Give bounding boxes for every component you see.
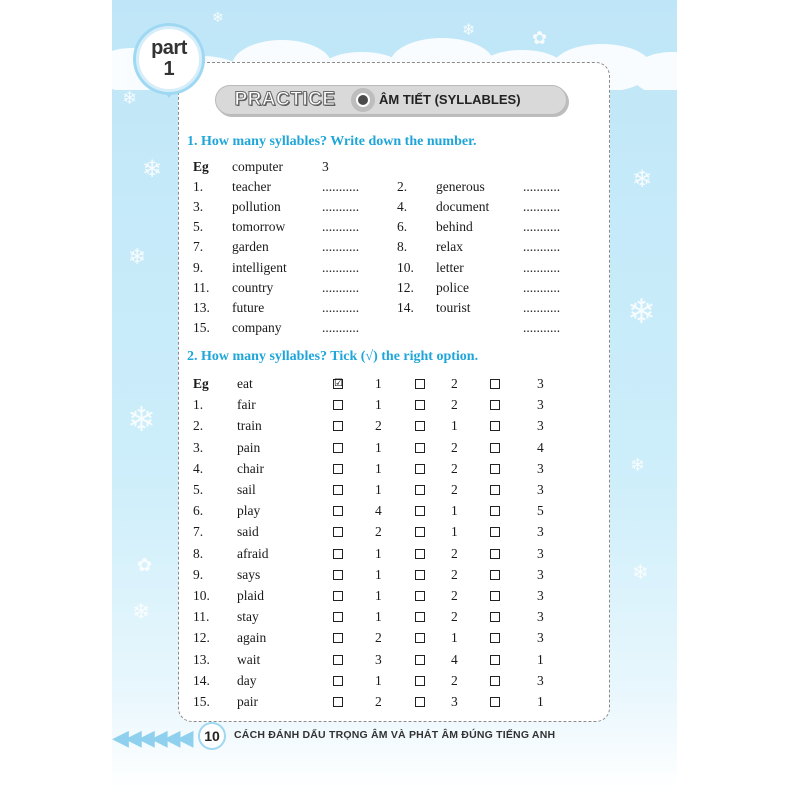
item-word: stay [237,609,259,625]
item-word: afraid [237,545,269,561]
option-label: 3 [537,482,544,497]
item-word: teacher [232,179,271,195]
option-label: 4 [451,651,458,667]
item-number: 1. [193,179,204,195]
option-label: 2 [375,694,382,709]
option-label: 1 [375,460,382,476]
option-checkbox[interactable] [490,506,500,516]
item-number: 6. [397,219,408,235]
item-number: 10. [397,259,414,275]
item-word: pollution [232,199,281,215]
option-label: 3 [537,672,544,688]
option-label: 1 [375,482,382,497]
item-number: 8. [397,239,408,255]
answer-blank: ........... [523,299,561,315]
snowflake-icon: ❄ [142,155,163,183]
snowflake-icon: ❄ [632,165,653,193]
option-checkbox[interactable] [415,443,425,453]
item-word: plaid [237,588,264,603]
answer-blank: ........... [523,259,561,275]
snowflake-icon: ❄ [627,292,656,332]
option-checkbox[interactable] [490,591,500,601]
section-2-title: 2. How many syllables? Tick (√) the right option. [187,349,479,364]
option-label: 1 [375,588,382,603]
answer-blank: ........... [322,219,360,235]
option-label: 2 [375,524,382,540]
option-checkbox[interactable] [415,549,425,559]
option-label: 3 [537,460,544,476]
item-number: 2. [193,418,204,434]
book-title: CÁCH ĐÁNH DẤU TRỌNG ÂM VÀ PHÁT ÂM ĐÚNG TIẾNG ANH [234,729,556,741]
option-checkbox[interactable] [490,676,500,686]
option-checkbox[interactable] [415,697,425,707]
item-word: said [237,524,259,540]
item-word: tomorrow [232,219,286,235]
option-checkbox[interactable] [415,655,425,665]
option-label: 3 [537,376,544,391]
item-number: 10. [193,588,210,603]
item-word: play [237,503,261,519]
option-label: 1 [537,651,544,667]
example-word: computer [232,159,283,174]
option-checkbox[interactable] [333,400,343,410]
option-label: 3 [451,694,458,709]
option-checkbox[interactable] [333,506,343,516]
option-checkbox[interactable] [490,527,500,537]
option-checkbox[interactable] [415,464,425,474]
arrows-icon: ◀◀◀◀◀◀ [112,726,190,751]
item-number: 5. [193,482,204,497]
snowflake-icon: ❄ [122,88,138,109]
option-checkbox[interactable] [333,485,343,495]
footer [112,722,677,752]
item-number: 13. [193,651,210,667]
item-number: 3. [193,199,204,215]
item-word: wait [237,651,261,667]
item-number: 7. [193,239,204,255]
snowflake-icon: ❄ [127,400,156,440]
option-label: 2 [451,482,458,497]
item-number: 9. [193,566,204,582]
snowflake-icon: ❄ [630,455,646,476]
part-badge [136,26,202,92]
item-number: 14. [397,299,414,315]
item-number: 9. [193,259,204,275]
option-label: 1 [375,397,382,413]
option-checkbox[interactable] [490,464,500,474]
item-word: says [237,566,261,582]
option-label: 1 [375,545,382,561]
option-checkbox[interactable]: ☑ [334,378,343,389]
answer-blank: ........... [322,199,360,215]
answer-blank: ........... [523,319,561,335]
item-number: 7. [193,524,204,540]
option-checkbox[interactable] [415,379,425,389]
option-checkbox[interactable] [415,485,425,495]
option-label: 2 [451,460,458,476]
item-word: document [436,199,490,215]
item-word: future [232,299,265,315]
item-word: train [237,418,262,434]
option-checkbox[interactable] [490,655,500,665]
item-word: fair [237,397,256,413]
option-label: 3 [537,397,544,413]
answer-blank: ........... [322,239,360,255]
option-label: 5 [537,503,544,519]
example-label: Eg [193,159,209,174]
item-word: tourist [436,299,471,315]
option-label: 2 [451,376,458,391]
option-label: 2 [451,588,458,603]
option-label: 2 [451,545,458,561]
option-label: 2 [451,672,458,688]
option-checkbox[interactable] [415,421,425,431]
item-word: behind [436,219,473,235]
option-checkbox[interactable] [333,612,343,622]
item-number: 15. [193,694,210,709]
option-label: 3 [537,566,544,582]
item-number: 11. [193,609,210,625]
option-checkbox[interactable] [415,400,425,410]
option-checkbox[interactable] [333,655,343,665]
snowflake-icon: ❄ [132,600,151,625]
part-label: part [151,37,187,59]
option-label: 3 [537,588,544,603]
option-checkbox[interactable] [333,549,343,559]
option-label: 1 [451,503,458,519]
option-label: 3 [537,418,544,434]
option-checkbox[interactable] [490,697,500,707]
option-label: 3 [375,651,382,667]
item-number: 12. [193,630,210,646]
option-label: 3 [537,545,544,561]
section-1-title: 1. How many syllables? Write down the number. [187,134,477,149]
item-word: eat [237,376,253,391]
option-checkbox[interactable] [415,612,425,622]
answer-blank: ........... [322,279,360,295]
option-label: 2 [451,439,458,455]
option-checkbox[interactable] [333,527,343,537]
option-label: 1 [375,439,382,455]
snowflake-icon: ❄ [128,245,147,270]
option-checkbox[interactable] [490,400,500,410]
item-number: 15. [193,319,210,335]
item-word: company [232,319,282,335]
option-checkbox[interactable] [333,697,343,707]
item-number: 11. [193,279,210,295]
option-checkbox[interactable] [490,421,500,431]
butterfly-icon: ✿ [532,28,548,49]
option-checkbox[interactable] [490,633,500,643]
butterfly-icon: ✿ [137,555,153,576]
page-number: 10 [198,722,226,750]
option-label: 3 [537,524,544,540]
item-number: 4. [397,199,408,215]
option-checkbox[interactable] [490,443,500,453]
header-title: ÂM TIẾT (SYLLABLES) [379,92,521,107]
item-number: 12. [397,279,414,295]
example-answer: 3 [322,159,329,174]
item-word: intelligent [232,259,287,275]
option-checkbox[interactable] [333,633,343,643]
option-label: 1 [375,609,382,625]
option-label: 2 [451,566,458,582]
option-checkbox[interactable] [490,379,500,389]
option-label: 1 [375,566,382,582]
item-word: letter [436,259,464,275]
option-checkbox[interactable] [415,591,425,601]
item-number: 3. [193,439,204,455]
option-label: 4 [375,503,382,519]
option-checkbox[interactable] [333,570,343,580]
bullet-icon [351,88,375,112]
answer-blank: ........... [523,219,561,235]
item-number: 4. [193,460,204,476]
item-word: pair [237,694,258,709]
item-number: 6. [193,503,204,519]
snowflake-icon: ❄ [632,560,649,584]
part-number: 1 [163,58,175,80]
option-checkbox[interactable] [490,570,500,580]
answer-blank: ........... [523,179,561,195]
item-word: police [436,279,469,295]
snowflake-icon: ❄ [462,20,476,39]
option-label: 2 [451,609,458,625]
item-word: again [237,630,267,646]
option-label: 1 [375,672,382,688]
option-checkbox[interactable] [415,527,425,537]
option-checkbox[interactable] [415,676,425,686]
item-word: chair [237,460,264,476]
option-checkbox[interactable] [415,506,425,516]
item-number: 1. [193,397,204,413]
answer-blank: ........... [523,239,561,255]
option-label: 2 [451,397,458,413]
option-checkbox[interactable] [490,549,500,559]
item-number: 14. [193,672,210,688]
option-label: 2 [375,418,382,434]
item-word: garden [232,239,269,255]
option-label: 1 [451,418,458,434]
option-checkbox[interactable] [333,421,343,431]
option-checkbox[interactable] [490,612,500,622]
option-checkbox[interactable] [333,591,343,601]
item-word: relax [436,239,463,255]
item-number: 5. [193,219,204,235]
option-label: 3 [537,630,544,646]
option-checkbox[interactable] [333,443,343,453]
option-label: 1 [537,694,544,709]
item-number: Eg [193,376,209,391]
item-word: pain [237,439,261,455]
item-number: 8. [193,545,204,561]
item-word: day [237,672,257,688]
option-label: 1 [375,376,382,391]
item-word: country [232,279,274,295]
item-number: 13. [193,299,210,315]
option-label: 2 [375,630,382,646]
option-checkbox[interactable] [490,485,500,495]
item-word: generous [436,179,485,195]
item-word: sail [237,482,256,497]
option-label: 4 [537,439,544,455]
answer-blank: ........... [322,319,360,335]
answer-blank: ........... [523,279,561,295]
option-label: 1 [451,630,458,646]
item-number: 2. [397,179,408,195]
option-checkbox[interactable] [415,633,425,643]
option-checkbox[interactable] [333,464,343,474]
snowflake-icon: ❄ [212,10,224,26]
answer-blank: ........... [322,179,360,195]
practice-label: PRACTICE [234,89,336,110]
answer-blank: ........... [322,299,360,315]
option-label: 1 [451,524,458,540]
answer-blank: ........... [322,259,360,275]
answer-blank: ........... [523,199,561,215]
option-checkbox[interactable] [415,570,425,580]
option-label: 3 [537,609,544,625]
option-checkbox[interactable] [333,676,343,686]
